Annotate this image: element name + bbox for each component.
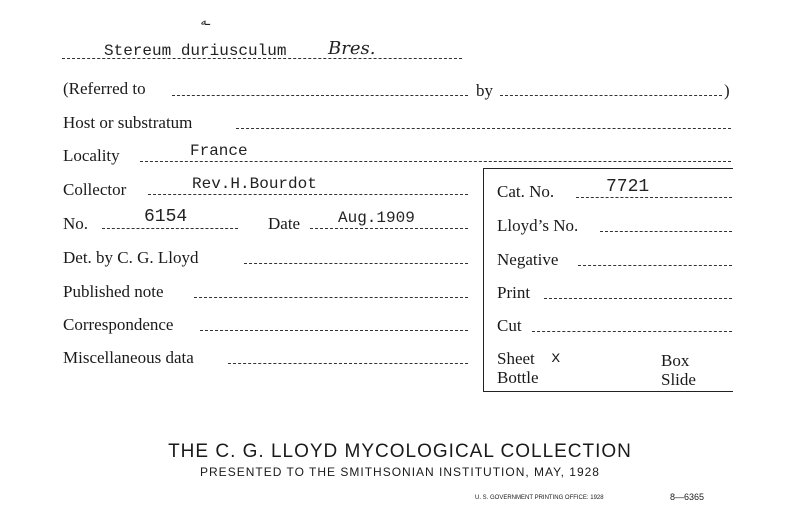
cut-label: Cut <box>497 316 522 335</box>
catalog-box-bottom <box>483 391 733 392</box>
published-line <box>194 297 468 298</box>
number-line <box>102 228 238 229</box>
host-label: Host or substratum <box>63 113 193 132</box>
by-label: by <box>476 81 493 100</box>
print-label: Print <box>497 283 531 302</box>
catalog-box-left <box>483 168 484 391</box>
slide-label: Slide <box>661 370 696 389</box>
close-paren: ) <box>724 81 730 100</box>
locality-label: Locality <box>63 146 120 165</box>
lloyds-label: Lloyd’s No. <box>497 216 579 235</box>
published-label: Published note <box>63 282 164 301</box>
bottle-label: Bottle <box>497 368 539 387</box>
species-name: Stereum duriusculum <box>104 42 287 60</box>
referred-label: (Referred to <box>63 79 146 98</box>
collection-title: THE C. G. LLOYD MYCOLOGICAL COLLECTION <box>168 441 632 462</box>
collection-subtitle: PRESENTED TO THE SMITHSONIAN INSTITUTION, MAY, 1928 <box>200 465 600 479</box>
cut-line <box>532 331 732 332</box>
negative-line <box>578 265 732 266</box>
lloyds-line <box>600 231 732 232</box>
misc-line <box>228 363 468 364</box>
det-label: Det. by C. G. Lloyd <box>63 248 199 267</box>
number-label: No. <box>63 214 89 233</box>
cat-value: 7721 <box>606 177 650 197</box>
species-author: Bres. <box>328 38 376 59</box>
locality-value: France <box>190 142 248 160</box>
date-value: Aug.1909 <box>338 209 415 227</box>
collector-line <box>148 194 468 195</box>
correspondence-line <box>200 330 468 331</box>
printing-office-imprint: U. S. GOVERNMENT PRINTING OFFICE: 1928 <box>475 495 604 501</box>
print-line <box>544 298 732 299</box>
date-line <box>310 228 468 229</box>
sheet-label: Sheet <box>497 349 535 368</box>
collector-label: Collector <box>63 180 127 199</box>
cat-label: Cat. No. <box>497 182 555 201</box>
det-line <box>244 263 468 264</box>
misc-label: Miscellaneous data <box>63 348 194 367</box>
form-code: 8—6365 <box>670 492 705 502</box>
negative-label: Negative <box>497 250 559 269</box>
collector-value: Rev.H.Bourdot <box>192 175 317 193</box>
correspondence-label: Correspondence <box>63 315 174 334</box>
by-line <box>500 95 722 96</box>
catalog-box-top <box>483 168 733 169</box>
box-label: Box <box>661 351 690 370</box>
cat-line <box>576 197 732 198</box>
locality-line <box>140 161 731 162</box>
host-line <box>236 128 731 129</box>
sheet-mark: x <box>551 349 561 367</box>
date-label: Date <box>268 214 301 233</box>
number-value: 6154 <box>144 207 188 227</box>
pencil-mark: ـه <box>200 14 210 28</box>
referred-line <box>172 95 468 96</box>
